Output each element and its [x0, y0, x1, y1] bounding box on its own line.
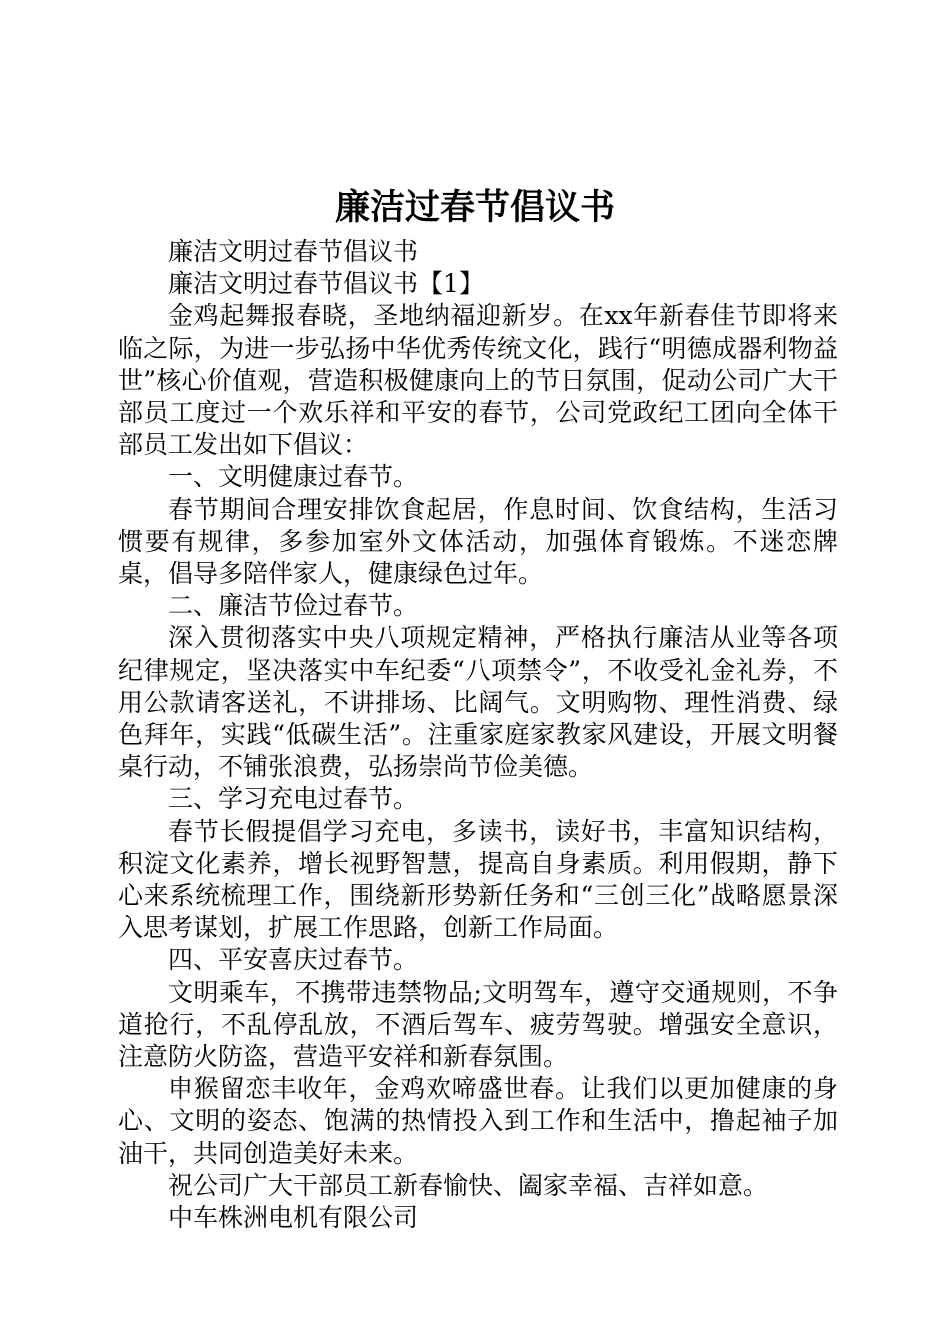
section-body-4: 文明乘车，不携带违禁物品;文明驾车，遵守交通规则，不争道抢行，不乱停乱放，不酒后驾车、疲劳驾驶。增强安全意识，注意防火防盗，营造平安祥和新春氛围。: [118, 977, 838, 1072]
document-title: 廉洁过春节倡议书: [334, 187, 615, 228]
paragraph-closing: 申猴留恋丰收年，金鸡欢啼盛世春。让我们以更加健康的身心、文明的姿态、饱满的热情投入到工作和生活中，撸起袖子加油干，共同创造美好未来。: [118, 1074, 838, 1168]
section-body-2: 深入贯彻落实中央八项规定精神，严格执行廉洁从业等各项纪律规定，坚决落实中车纪委“八项禁令”，不收受礼金礼券，不用公款请客送礼，不讲排场、比阔气。文明购物、理性消费、绿色拜年，实践“低碳生活”。注重家庭家教家风建设，开展文明餐桌行动，不铺张浪费，弘扬崇尚节俭美德。: [118, 623, 838, 782]
section-body-1: 春节期间合理安排饮食起居，作息时间、饮食结构，生活习惯要有规律，多参加室外文体活动，加强体育锻炼。不迷恋牌桌，倡导多陪伴家人，健康绿色过年。: [118, 494, 838, 589]
section-heading-2: 二、廉洁节俭过春节。: [168, 591, 419, 621]
section-body-3: 春节长假提倡学习充电，多读书，读好书，丰富知识结构，积淀文化素养，增长视野智慧，提高自身素质。利用假期，静下心来系统梳理工作，围绕新形势新任务和“三创三化”战略愿景深入思考谋划，扩展工作思路，创新工作局面。: [118, 816, 838, 943]
paragraph-heading: 廉洁文明过春节倡议书: [168, 237, 419, 266]
section-heading-1: 一、文明健康过春节。: [168, 462, 419, 492]
section-heading-3: 三、学习充电过春节。: [168, 784, 419, 814]
paragraph-subheading: 廉洁文明过春节倡议书【1】: [168, 269, 484, 299]
paragraph-wishes: 祝公司广大干部员工新春愉快、阖家幸福、吉祥如意。: [168, 1170, 769, 1200]
paragraph-intro: 金鸡起舞报春晓，圣地纳福迎新岁。在xx年新春佳节即将来临之际，为进一步弘扬中华优秀传统文化，践行“明德成器利物益世”核心价值观，营造积极健康向上的节日氛围，促动公司广大干部员工度过一个欢乐祥和平安的春节，公司党政纪工团向全体干部员工发出如下倡议：: [118, 301, 838, 460]
signature-company: 中车株洲电机有限公司: [168, 1203, 419, 1233]
section-heading-4: 四、平安喜庆过春节。: [168, 945, 419, 975]
document-body: [118, 236, 838, 1234]
